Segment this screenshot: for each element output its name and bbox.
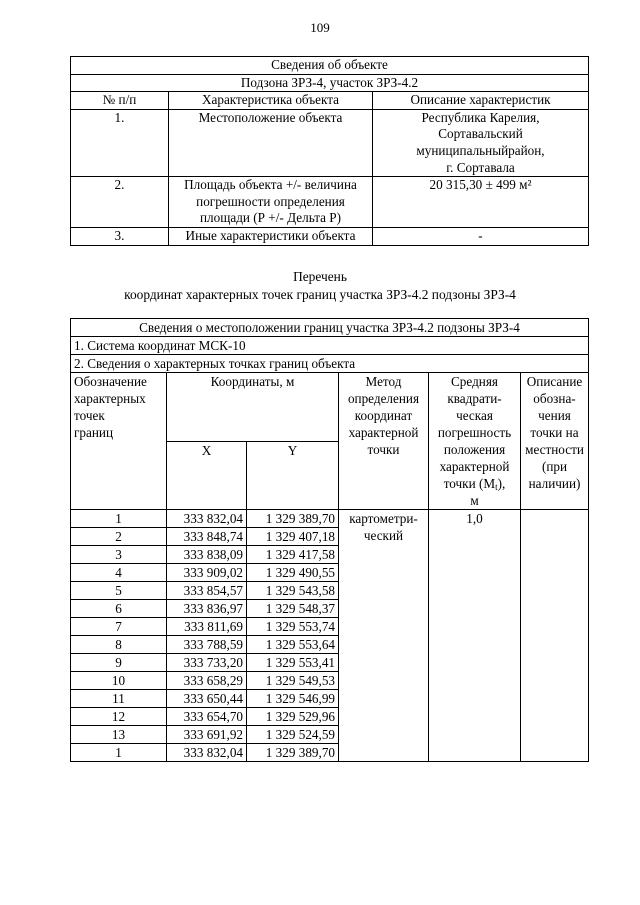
- point-x: 333 832,04: [167, 510, 247, 528]
- char-line: Площадь объекта +/- величина: [184, 177, 357, 193]
- header-line: квадрати-: [447, 391, 502, 406]
- table-row: [71, 510, 589, 528]
- header-line: точки на: [530, 425, 579, 440]
- point-number: 10: [71, 672, 167, 690]
- row-characteristic: Местоположение объекта: [169, 109, 373, 176]
- header-line: наличии): [528, 476, 581, 491]
- point-x: 333 838,09: [167, 546, 247, 564]
- header-point-description: [521, 373, 589, 510]
- header-line: (при: [541, 459, 568, 474]
- point-x: 333 811,69: [167, 618, 247, 636]
- header-line: местности: [525, 442, 584, 457]
- point-x: 333 654,70: [167, 708, 247, 726]
- point-x: 333 909,02: [167, 564, 247, 582]
- point-x: 333 832,04: [167, 744, 247, 762]
- point-number: 13: [71, 726, 167, 744]
- point-number: 12: [71, 708, 167, 726]
- point-x: 333 691,92: [167, 726, 247, 744]
- header-line: границ: [74, 425, 114, 440]
- point-y: 1 329 529,96: [247, 708, 339, 726]
- table-row: [71, 109, 589, 176]
- coords-header-row: [71, 373, 589, 442]
- method-line: картометри-: [349, 511, 418, 526]
- header-text: ),: [497, 476, 506, 491]
- point-y: 1 329 553,74: [247, 618, 339, 636]
- object-table-title: Сведения об объекте: [71, 57, 589, 75]
- row-num: 3.: [71, 227, 169, 245]
- object-table-subtitle: Подзона ЗРЗ-4, участок ЗРЗ-4.2: [71, 74, 589, 92]
- point-y: 1 329 549,53: [247, 672, 339, 690]
- header-characteristic: Характеристика объекта: [169, 92, 373, 110]
- table-row: [71, 177, 589, 228]
- header-line: точки: [367, 442, 400, 457]
- point-y: 1 329 543,58: [247, 582, 339, 600]
- points-section-title: 2. Сведения о характерных точках границ объекта: [71, 355, 589, 373]
- header-line: обозна-: [533, 391, 576, 406]
- method-line: ческий: [363, 528, 404, 543]
- header-line: характерной: [439, 459, 510, 474]
- header-text: точки (M: [443, 476, 496, 491]
- header-line: точек: [74, 408, 105, 423]
- header-line: Метод: [365, 374, 402, 389]
- coordinate-system: 1. Система координат МСК-10: [71, 337, 589, 355]
- point-y: 1 329 389,70: [247, 510, 339, 528]
- point-number: 11: [71, 690, 167, 708]
- header-line: чения: [538, 408, 571, 423]
- header-line: м: [470, 493, 479, 508]
- header-line: ческая: [456, 408, 493, 423]
- coordinates-table: [70, 318, 589, 762]
- row-num: 1.: [71, 109, 169, 176]
- header-line: характерной: [348, 425, 419, 440]
- point-description-cell: [521, 510, 589, 762]
- point-x: 333 854,57: [167, 582, 247, 600]
- header-num: № п/п: [71, 92, 169, 110]
- header-y: Y: [247, 441, 339, 510]
- row-characteristic: Иные характеристики объекта: [169, 227, 373, 245]
- point-y: 1 329 407,18: [247, 528, 339, 546]
- header-error: [429, 373, 521, 510]
- point-y: 1 329 490,55: [247, 564, 339, 582]
- point-number: 4: [71, 564, 167, 582]
- desc-line: муниципальныйрайон,: [416, 142, 545, 158]
- point-y: 1 329 524,59: [247, 726, 339, 744]
- point-y: 1 329 548,37: [247, 600, 339, 618]
- list-caption-subtitle: координат характерных точек границ участка ЗРЗ-4.2 подзоны ЗРЗ-4: [124, 287, 516, 302]
- point-y: 1 329 553,64: [247, 636, 339, 654]
- row-description: 20 315,30 ± 499 м²: [373, 177, 589, 228]
- point-y: 1 329 389,70: [247, 744, 339, 762]
- row-description: [373, 109, 589, 176]
- point-number: 3: [71, 546, 167, 564]
- object-table-header: [71, 92, 589, 110]
- point-number: 1: [71, 744, 167, 762]
- char-line: погрешности определения: [196, 193, 345, 209]
- header-line: погрешность: [437, 425, 512, 440]
- desc-line: Сортавальский: [438, 126, 523, 142]
- error-value: 1,0: [429, 510, 521, 762]
- point-number: 1: [71, 510, 167, 528]
- header-coordinates: Координаты, м: [167, 373, 339, 442]
- header-line: [432, 475, 517, 492]
- point-number: 6: [71, 600, 167, 618]
- header-method: [339, 373, 429, 510]
- page-number: 109: [310, 20, 330, 35]
- point-number: 9: [71, 654, 167, 672]
- point-x: 333 788,59: [167, 636, 247, 654]
- point-y: 1 329 417,58: [247, 546, 339, 564]
- point-number: 8: [71, 636, 167, 654]
- object-info-table: [70, 56, 589, 246]
- header-line: Обозначение: [74, 374, 147, 389]
- header-line: характерных: [74, 391, 146, 406]
- desc-line: г. Сортавала: [446, 159, 515, 175]
- header-designation: [71, 373, 167, 510]
- header-x: X: [167, 441, 247, 510]
- point-number: 7: [71, 618, 167, 636]
- point-y: 1 329 553,41: [247, 654, 339, 672]
- header-subscript: t: [495, 482, 498, 492]
- header-description: Описание характеристик: [373, 92, 589, 110]
- desc-line: Республика Карелия,: [421, 109, 540, 125]
- char-line: площади (Р +/- Дельта Р): [199, 210, 342, 226]
- method-cell: [339, 510, 429, 762]
- row-description: -: [373, 227, 589, 245]
- header-line: определения: [347, 391, 420, 406]
- point-number: 5: [71, 582, 167, 600]
- table-row: [71, 227, 589, 245]
- point-y: 1 329 546,99: [247, 690, 339, 708]
- header-line: Средняя: [451, 374, 498, 389]
- point-x: 333 650,44: [167, 690, 247, 708]
- point-x: 333 848,74: [167, 528, 247, 546]
- list-caption-title: Перечень: [293, 269, 347, 284]
- header-line: координат: [354, 408, 413, 423]
- row-num: 2.: [71, 177, 169, 228]
- header-line: положения: [443, 442, 506, 457]
- header-line: Описание: [526, 374, 583, 389]
- coords-table-title: Сведения о местоположении границ участка ЗРЗ-4.2 подзоны ЗРЗ-4: [71, 319, 589, 337]
- point-x: 333 658,29: [167, 672, 247, 690]
- point-x: 333 836,97: [167, 600, 247, 618]
- point-x: 333 733,20: [167, 654, 247, 672]
- point-number: 2: [71, 528, 167, 546]
- row-characteristic: [169, 177, 373, 228]
